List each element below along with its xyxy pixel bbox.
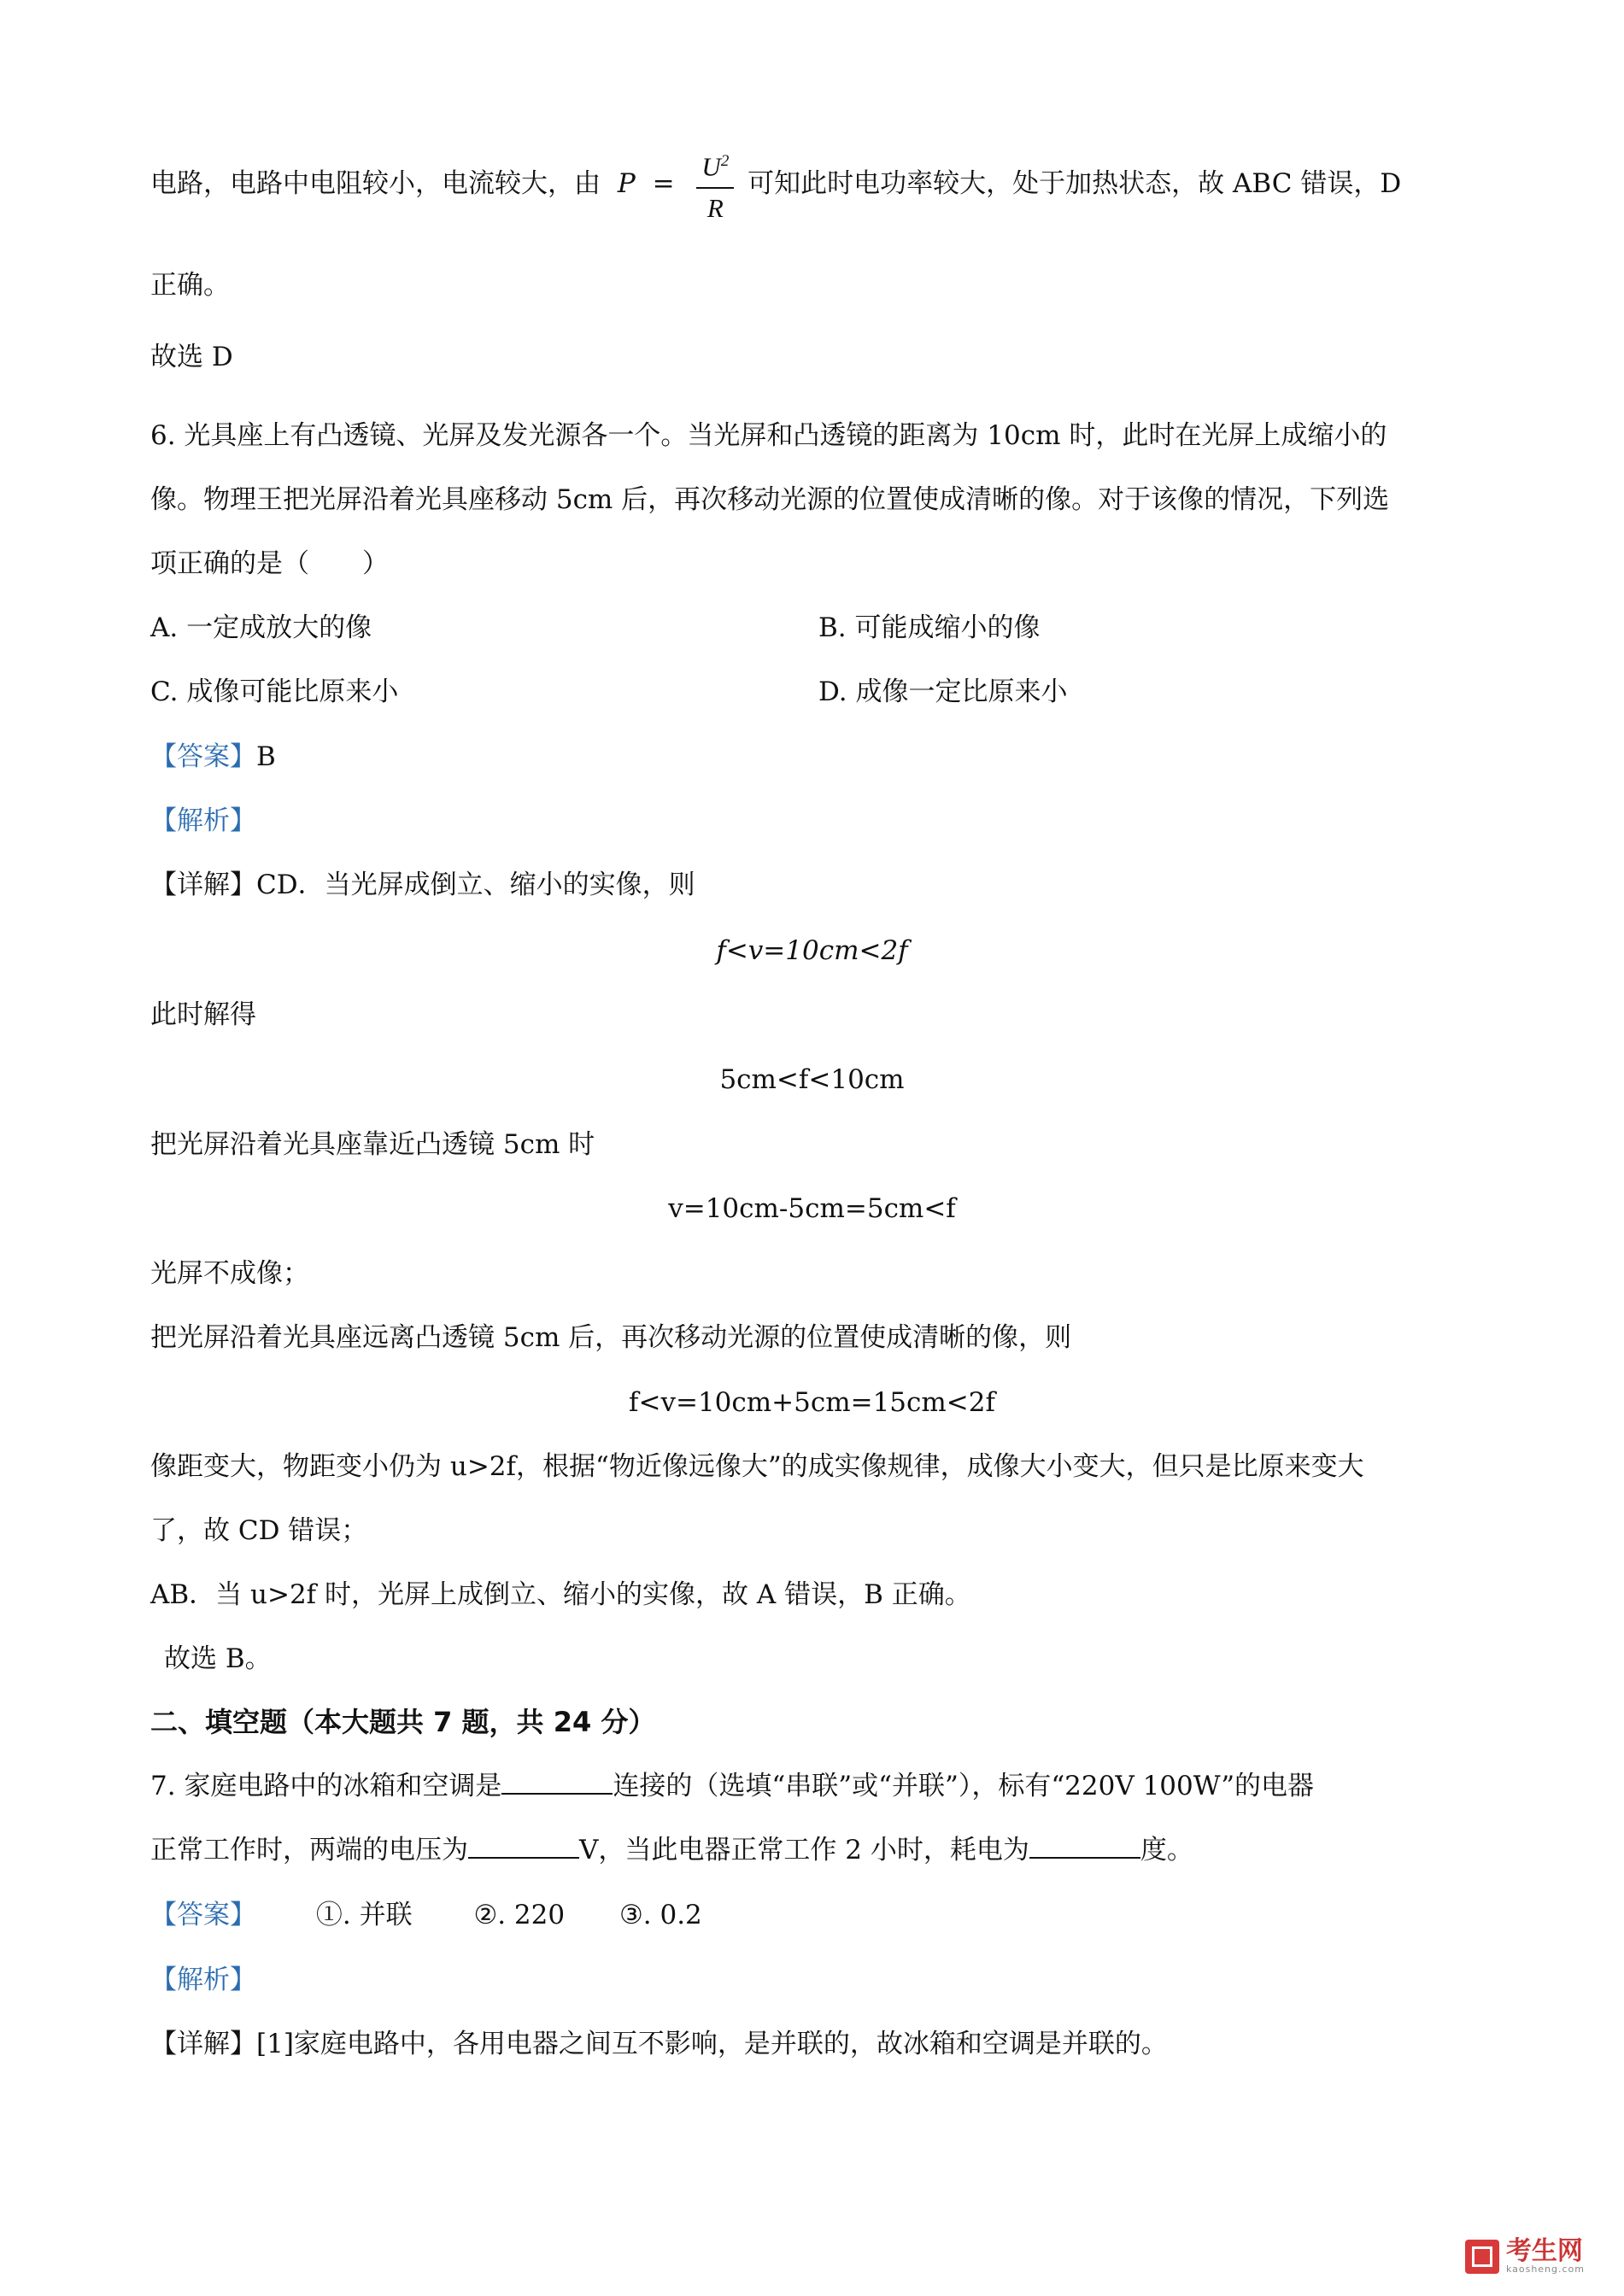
analysis-tag: 【解析】: [150, 805, 256, 836]
answer-2: ②. 220: [473, 1900, 566, 1930]
q6-option-d: D. 成像一定比原来小: [818, 676, 1068, 707]
intro-line-1: 电路，电路中电阻较小，电流较大，由 P = $\frac{U^2}{R}$ 可知此时电功率较大，处于加热状态，故 ABC 错误，D: [150, 145, 1401, 225]
q6-text-3: 把光屏沿着光具座靠近凸透镜 5cm 时: [150, 1129, 595, 1160]
q6-text-9: 故选 B。: [164, 1643, 272, 1674]
answer-1: ①. 并联: [315, 1900, 413, 1930]
q7-detail-1: 【详解】[1]家庭电路中，各用电器之间互不影响，是并联的，故冰箱和空调是并联的。: [150, 2029, 1168, 2059]
q6-option-a: A. 一定成放大的像: [150, 612, 372, 643]
q6-detail-1: 【详解】CD．当光屏成倒立、缩小的实像，则: [150, 870, 695, 900]
q6-analysis: [150, 804, 256, 838]
detail-tag: 【详解】: [150, 870, 256, 900]
q7-stem-2: 正常工作时，两端的电压为 V，当此电器正常工作 2 小时，耗电为 度。: [150, 1835, 1193, 1866]
q6-text-4: 光屏不成像；: [150, 1258, 309, 1289]
detail-tag: 【详解】: [150, 2029, 256, 2059]
q7-answer: [150, 1898, 702, 1932]
intro-line-3: 故选 D: [150, 342, 233, 372]
answer-tag: 【答案】: [150, 741, 256, 772]
answer-blank-2: [468, 1835, 579, 1859]
q6-equation-1: f<v=10cm<2f: [716, 935, 908, 966]
answer-tag: 【答案】: [150, 1900, 256, 1930]
power-formula-fraction: $\frac{U^2}{R}$: [696, 145, 734, 224]
answer-3: ③. 0.2: [619, 1900, 702, 1930]
q6-answer: 【答案】B: [150, 741, 276, 772]
analysis-tag: 【解析】: [150, 1965, 256, 1995]
site-logo: 考生网 kaosheng.com: [1465, 2239, 1585, 2274]
section-heading: 二、填空题（本大题共 7 题，共 24 分）: [150, 1706, 656, 1738]
q6-text-6: 像距变大，物距变小仍为 u>2f，根据“物近像远像大”的成实像规律，成像大小变大，但只是比原来变大: [150, 1451, 1364, 1482]
q6-text-2: 此时解得: [150, 999, 256, 1030]
q6-option-b: B. 可能成缩小的像: [818, 612, 1041, 643]
logo-icon: [1465, 2240, 1499, 2274]
intro-line-2: 正确。: [150, 270, 230, 301]
q6-stem-1: 6. 光具座上有凸透镜、光屏及发光源各一个。当光屏和凸透镜的距离为 10cm 时，此时在光屏上成缩小的: [150, 420, 1387, 451]
q6-stem-2: 像。物理王把光屏沿着光具座移动 5cm 后，再次移动光源的位置使成清晰的像。对于该像的情况，下列选: [150, 484, 1390, 515]
formula-lhs: P: [617, 168, 636, 199]
q6-text-7: 了，故 CD 错误；: [150, 1515, 368, 1546]
answer-blank-1: [501, 1771, 613, 1795]
q6-option-c: C. 成像可能比原来小: [150, 676, 399, 707]
answer-blank-3: [1029, 1835, 1140, 1859]
q7-analysis: [150, 1963, 256, 1997]
q6-text-5: 把光屏沿着光具座远离凸透镜 5cm 后，再次移动光源的位置使成清晰的像，则: [150, 1322, 1072, 1353]
q6-equation-3: v=10cm-5cm=5cm<f: [668, 1193, 956, 1224]
q7-stem-1: 7. 家庭电路中的冰箱和空调是 连接的（选填“串联”或“并联”），标有“220V 100W”的电器: [150, 1771, 1315, 1801]
q6-text-8: AB．当 u>2f 时，光屏上成倒立、缩小的实像，故 A 错误，B 正确。: [150, 1579, 971, 1610]
q6-equation-2: 5cm<f<10cm: [719, 1064, 905, 1095]
q6-stem-3: 项正确的是（ ）: [150, 548, 389, 579]
q6-equation-4: f<v=10cm+5cm=15cm<2f: [629, 1387, 995, 1418]
